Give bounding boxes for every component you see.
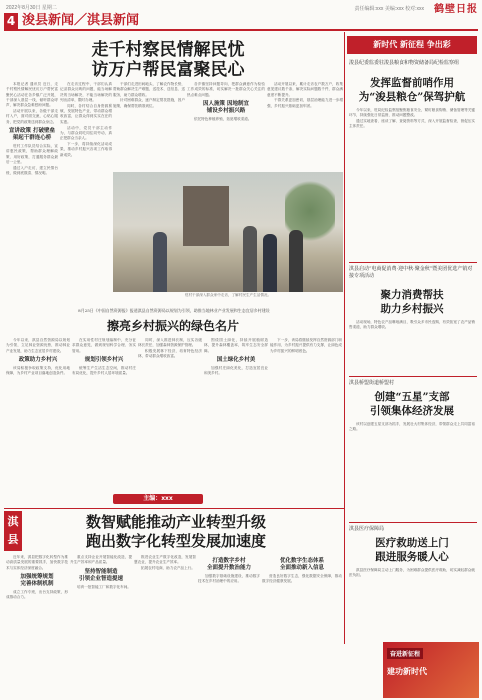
photo-person	[289, 230, 303, 292]
bottom-flag: 淇县	[4, 511, 22, 551]
sidebar-title-3: 创建“五星”支部 引领集体经济发展	[370, 391, 454, 417]
sidebar-kicker-4: 淇县医疗保障局	[349, 526, 385, 532]
bottom-subhead-4: 优化数字生态体系 全面推动新入信息	[279, 558, 324, 571]
mid-text-col3: 同时，深入推进林长制，压实各级林长责任，加强森林资源保护管理。 积极发展林下经济，培育特色经济林，带动群众增收致富。	[138, 338, 202, 359]
lead-text-col2: 在走访过程中，干部们认真记录群众反映的问题，能当场解决的当场解决，不能当场解决的列出清单，限时办理。 同时，各村结合自身资源禀赋，发展特色产业，带动群众增收致富，让群众得到实实在在的实惠。 活动中，党员干部主动作为，与群众同吃同住同劳动，真正把群众当亲人。 下一步，将持续深化活动成果，推动乡村振兴各项工作取得新成效。	[60, 82, 112, 157]
photo-person	[153, 232, 167, 292]
bottom-subhead-2: 坚持智能制造 引领企业智造提速	[78, 568, 123, 582]
section-title: 浚县新闻／淇县新闻	[22, 13, 140, 28]
sidebar-rule	[349, 262, 477, 263]
issue-date: 2022年8月30日 星期二	[6, 5, 57, 11]
lead-subhead-1: 宣讲政策 打破壁垒 架起干群连心桥	[9, 127, 55, 141]
mid-text-col1: 今年以来，淇县自然资源局以规划为引领，立足林业资源优势，推动林业产业发展，助力生态宜居乡村建设。 政策助力乡村兴 该局积极争取政策支持，优化用地保障，为乡村产业项目落地创造条件。	[6, 338, 70, 376]
mid-subhead-1: 政策助力乡村兴	[18, 356, 58, 363]
lead-text-col5: 活动开展以来，累计走访农户数万户，收集意见建议数千条，解决实际问题数千件，群众满意度不断提升。 干群关系更加密切，基层治理能力进一步增强，乡村振兴基础更加牢固。	[267, 82, 343, 108]
lead-text-col1: 本报记者 通讯员 近日，走千村察民情解民忧访万户帮民富聚民心活动在各乡镇广泛开展，干部深入基层一线，倾听群众呼声，解决群众急难愁盼问题。 活动开展以来，各级干部走村入户，面对面交流，心贴心服务，把党的政策送到群众身边。 宣讲政策 打破壁垒 架起干群连心桥 驻村工作队员结合实际，宣讲惠民政策，帮助群众理解政策、用好政策，打通服务群众最后一公里。 通过入户走访，建立民情台账，做到底数清、情况明。	[6, 82, 58, 176]
sidebar-banner: 新时代 新征程 争出彩	[347, 36, 477, 54]
page-header	[4, 13, 478, 31]
photo-doorway	[183, 186, 229, 246]
bottom-ad	[383, 642, 479, 698]
mid-subhead-3: 国土绿化乡村美	[216, 356, 256, 363]
editor-credit: 责任编辑:xxx 美编:xxx 校对:xxx	[354, 6, 424, 12]
section-divider	[4, 508, 344, 509]
bottom-text-col5: 优化数字生态体系 全面推动新入信息 营造良好数字生态，强化数据安全保障，推动数字经济健康发展。	[262, 558, 342, 584]
lead-text-col4: 各乡镇坚持问题导向，把群众满意作为检验工作成效的标准，切实解决一批群众关心关注的热点难点问题。 因人施策 因地制宜 铺设乡村振兴路 依托特色种植养殖，拓宽增收渠道。	[187, 82, 265, 121]
bottom-headline: 数智赋能推动产业转型升级 跑出数字化转型发展加速度	[86, 513, 267, 550]
sidebar-kicker-3: 淇县桥盟街道桥盟村	[349, 380, 395, 386]
bottom-text-col1: 近年来，淇县把数字化转型作为推动高质量发展的重要抓手，加快数字技术与实体经济深度融合。 加强统筹规划 完善体制机制 成立工作专班，出台支持政策，形成推动合力。	[6, 555, 68, 600]
photo-person	[243, 226, 257, 292]
bottom-text-col3: 推进农业生产数字化改造，发展智慧农业，提升农业生产效率。 拓展农村电商，助力农产品上行。	[134, 555, 196, 571]
page-number: 4	[4, 13, 18, 29]
mid-headline: 擦亮乡村振兴的绿色名片	[106, 319, 239, 333]
mid-text-col5: 下一步，该局将继续发挥自然资源部门职能作用，为乡村振兴提供有力支撑，让绿色成为乡村振兴的鲜明底色。	[270, 338, 342, 353]
sidebar-text-3: 该村以创建五星支部为抓手，发展壮大村集体经济，带领群众走上共同富裕之路。	[349, 422, 475, 432]
lead-headline: 走千村察民情解民忧 访万户帮民富聚民心	[91, 40, 245, 80]
lead-photo	[113, 172, 343, 292]
bottom-text-col2: 重点支持企业开展智能化改造，提升生产效率和产品质量。 坚持智能制造 引领企业智造提速 培育一批智能工厂和数字化车间。	[70, 555, 132, 589]
lead-text-col3: 干部们走进田间地头，了解农作物长势，帮助群众解决生产难题，送技术、送信息、送服务，助力群众增收。 针对困难群众，逐户制定帮扶措施，因户施策，确保帮扶精准到位。	[113, 82, 185, 108]
mid-text-col4: 围绕国土绿化，持续开展植树造林，提升森林覆盖率，筑牢生态安全屏障。 国土绿化乡村美 加强村庄绿化美化，打造宜居宜业和美乡村。	[204, 338, 268, 376]
sidebar-kicker-2: 淇县启动“电商促消费·迎中秋·聚金秋”暨美团优选产销对接专项活动	[349, 266, 473, 279]
sidebar-rule	[349, 376, 477, 377]
top-bar	[6, 4, 476, 12]
lead-subhead-2: 因人施策 因地制宜 铺设乡村振兴路	[203, 100, 249, 114]
bottom-subhead-3: 打造数字乡村 全面提升数治能力	[206, 558, 251, 571]
sidebar-text-2: 活动现场，特色农产品琳琅满目，吸引众多市民选购，有效拓宽了农产品销售渠道，助力群众增收。	[349, 320, 475, 330]
bottom-subhead-1: 加强统筹规划 完善体制机制	[20, 573, 54, 587]
ad-line-1: 奋进新征程	[387, 648, 423, 659]
sidebar-rule	[349, 522, 477, 523]
mid-subhead-2: 规划引领乡村兴	[84, 356, 124, 363]
sidebar-text-4: 淇县医疗保障局主动上门服务，为困难群众提供医疗救助，切实减轻群众就医负担。	[349, 568, 475, 578]
ad-line-2: 建功新时代	[387, 667, 427, 676]
photo-caption: 驻村干部深入群众家中走访，了解村民生产生活情况。	[184, 293, 272, 297]
sidebar-kicker-1: 浚县纪委监委驻浚县粮食和物资储备局纪检监察组	[349, 60, 460, 66]
mid-text-col2: 在实用性村庄规划编制中，充分征求群众意见，做到规划科学合理、务实管用。 规划引领乡村兴 统筹生产生活生态空间，推动村庄布局优化，提升乡村人居环境质量。	[72, 338, 136, 376]
sidebar	[344, 32, 478, 644]
sidebar-title-4: 医疗救助送上门 跟进服务暖人心	[375, 537, 449, 563]
sidebar-title-2: 聚力消费帮扶 助力乡村振兴	[380, 289, 444, 315]
bottom-text-col4: 打造数字乡村 全面提升数治能力 加强数字基础设施建设，推动数字技术在乡村治理中的应用。	[198, 558, 260, 584]
mid-kicker: 8月25日《中国自然资源报》报道淇县自然资源局以规划为引领，助推当地林业产业发展和生态宜居乡村建设	[78, 308, 270, 313]
photo-person	[263, 234, 277, 292]
mid-band: 主编：xxx	[113, 494, 203, 504]
sidebar-text-1: 今年以来，驻局纪检监察组聚焦粮食安全，紧盯粮食购销、储备管理等关键环节，持续强化日常监督，推动问题整改。 通过实地查看、座谈了解、查阅资料等方式，深入开展监督检查，督促压实主体责任。	[349, 108, 475, 129]
newspaper-logo: 鹤壁日报	[434, 4, 478, 15]
sidebar-title-1: 发挥监督前哨作用 为“浚县粮仓”保驾护航	[358, 77, 466, 103]
